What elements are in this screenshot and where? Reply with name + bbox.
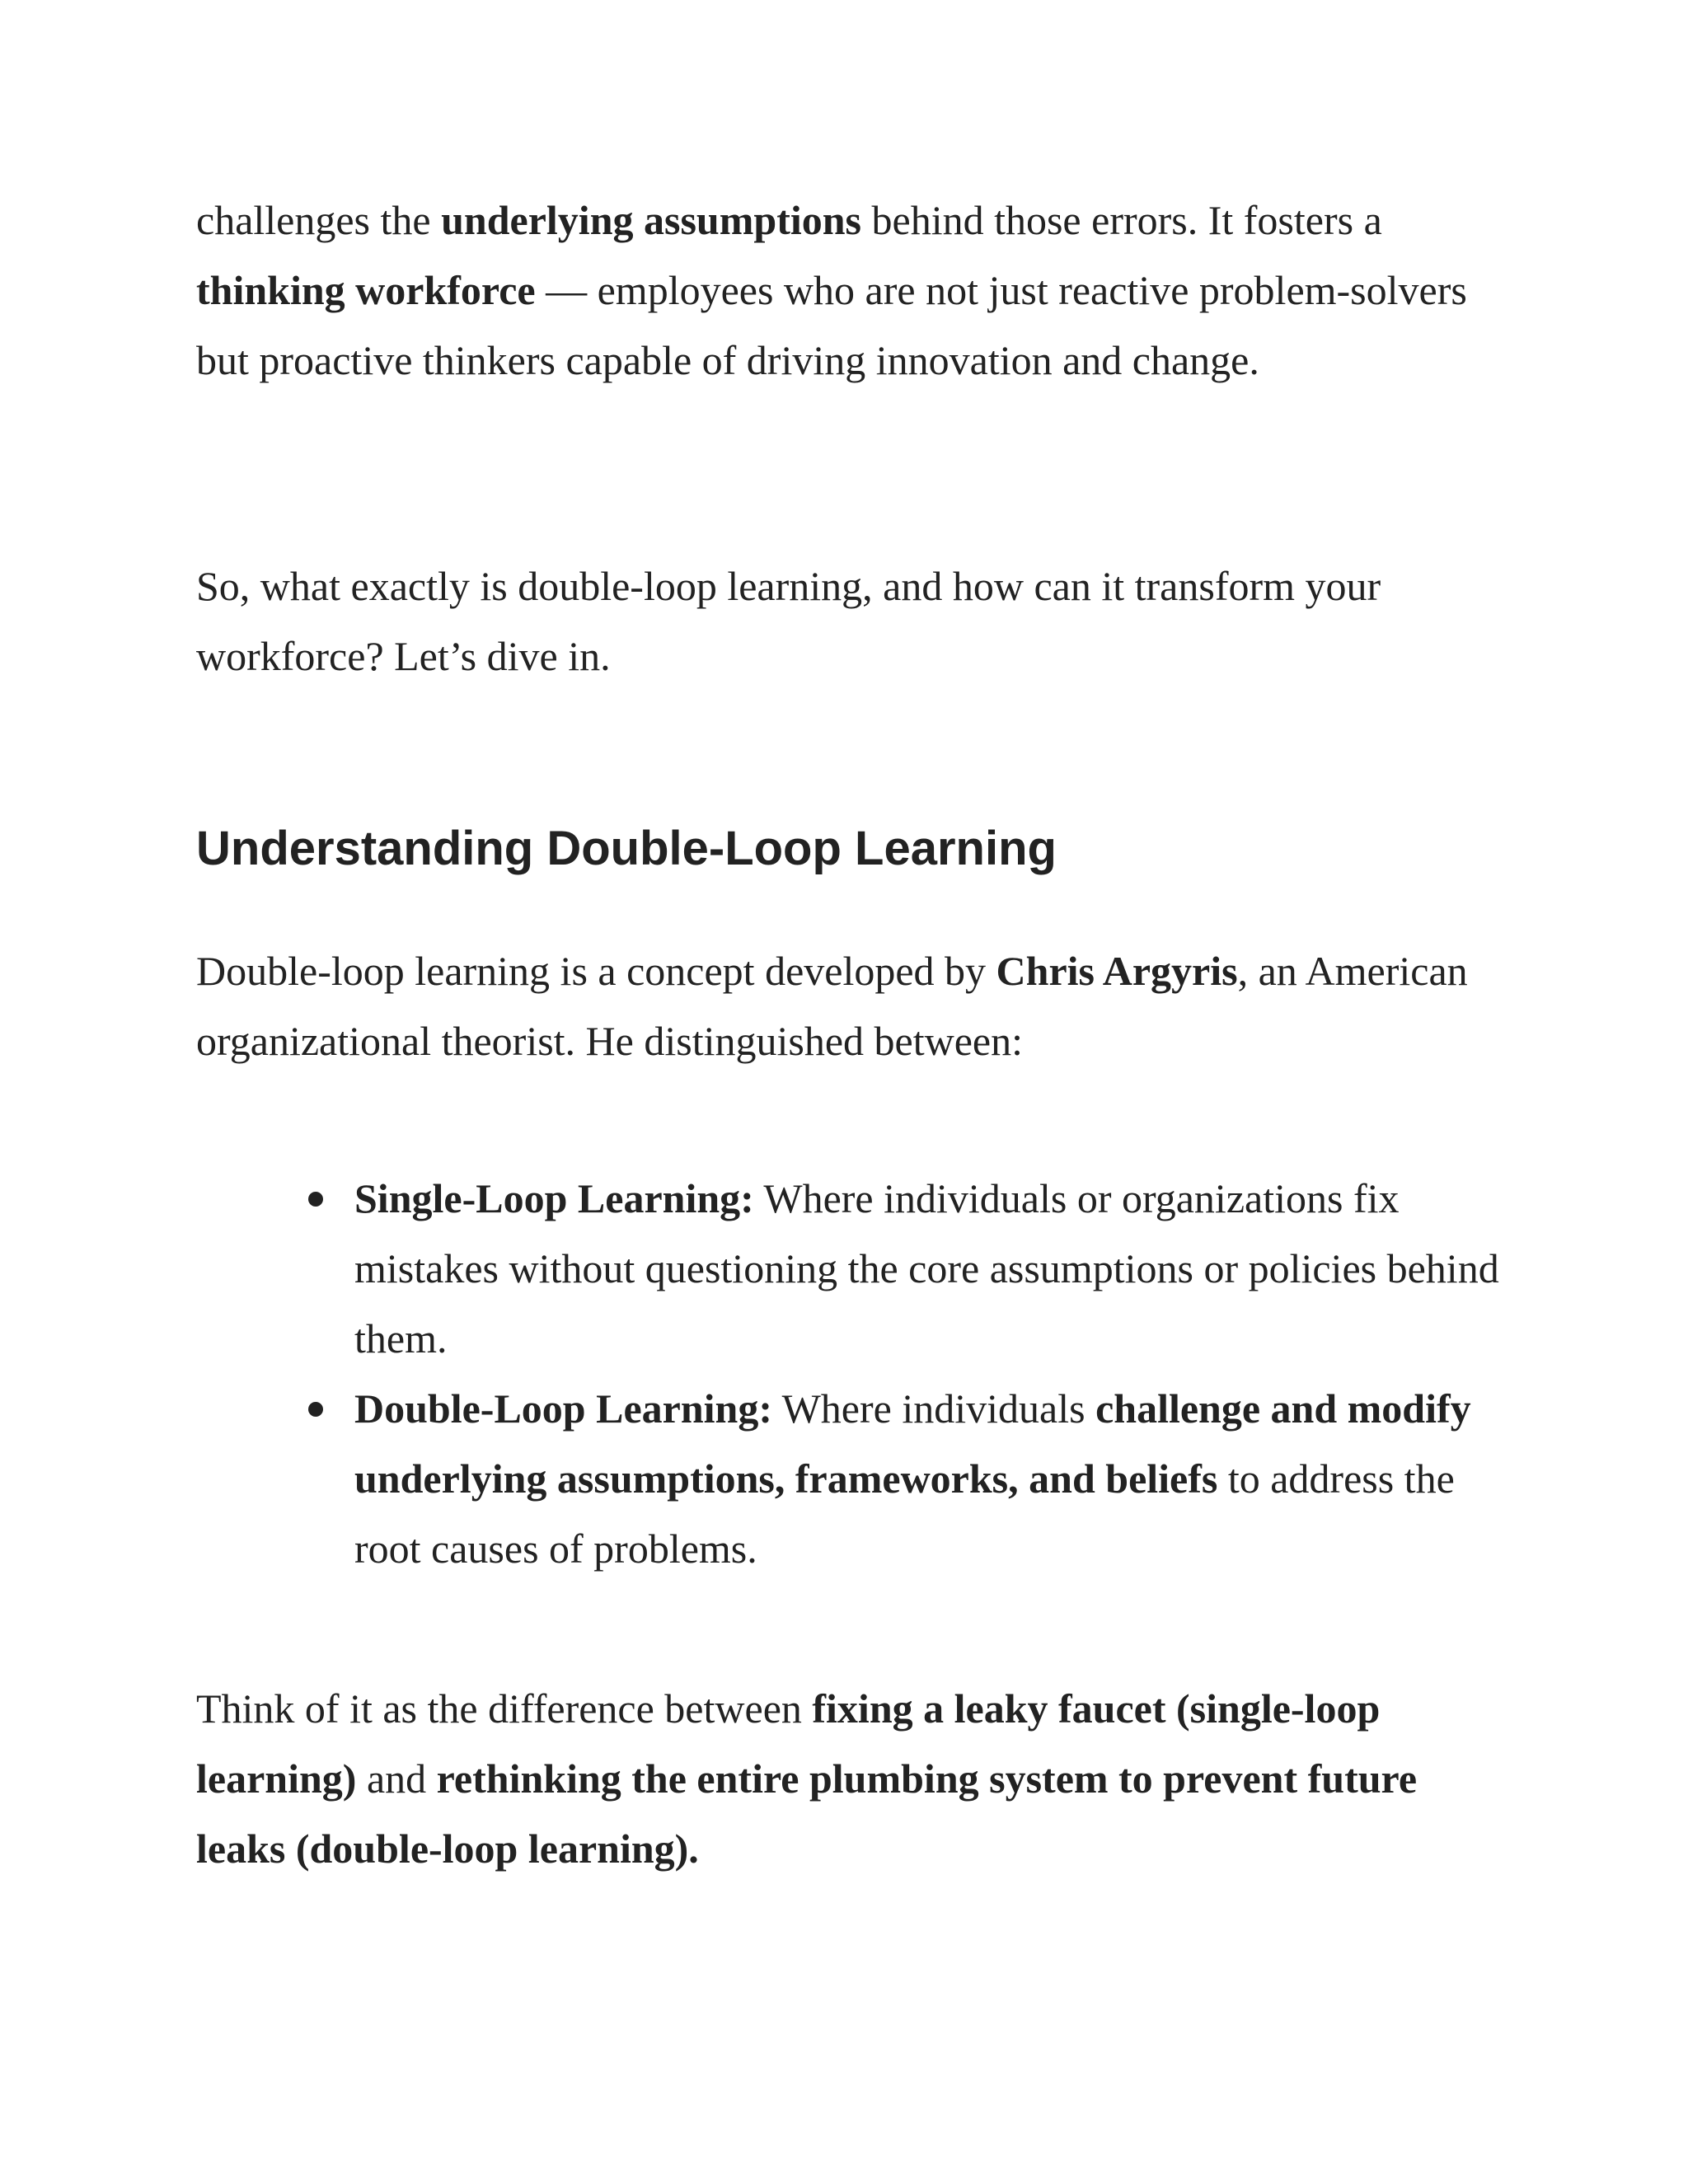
bullet-list — [354, 1164, 1508, 1584]
section-heading: Understanding Double-Loop Learning — [196, 822, 1057, 875]
bold-run: Chris Argyris — [996, 948, 1238, 994]
list-item — [354, 1164, 1508, 1374]
text-run: Think of it as the difference between — [196, 1685, 813, 1732]
text-run: to address the root causes of problems. — [354, 1455, 1455, 1572]
list-item — [354, 1374, 1508, 1584]
text-run: , an American organizational theorist. He distinguished between: — [196, 948, 1468, 1064]
question-paragraph — [196, 551, 1482, 691]
text-run: Double-loop learning is a concept developed by — [196, 948, 996, 994]
text-run: behind those errors. It fosters a — [861, 197, 1382, 243]
text-run: So, what exactly is double-loop learning, and how can it transform your workforce? Let’s dive in. — [196, 563, 1381, 679]
text-run: Where individuals — [772, 1385, 1096, 1432]
analogy-paragraph — [196, 1674, 1482, 1884]
text-run: challenges the — [196, 197, 442, 243]
text-run: — employees who are not just reactive problem-solvers but proactive thinkers capable of driving innovation and change. — [196, 267, 1467, 383]
bold-run: fixing a leaky faucet (single-loop learning) — [196, 1685, 1381, 1802]
bullet-icon — [308, 1192, 323, 1207]
bold-run: challenge and modify underlying assumptions, frameworks, and beliefs — [354, 1385, 1471, 1502]
bullet-icon — [308, 1402, 323, 1417]
bold-run: underlying assumptions — [441, 197, 861, 243]
definition-paragraph — [196, 936, 1482, 1076]
bold-run: thinking workforce — [196, 267, 536, 313]
intro-paragraph — [196, 185, 1482, 396]
bold-run: rethinking the entire plumbing system to prevent future leaks (double-loop learning). — [196, 1755, 1418, 1872]
list-item-label: Double-Loop Learning: — [354, 1385, 773, 1432]
text-run: Where individuals or organizations fix mistakes without questioning the core assumptions or policies behind them. — [354, 1175, 1499, 1361]
list-item-label: Single-Loop Learning: — [354, 1175, 754, 1221]
text-run: and — [356, 1755, 437, 1802]
